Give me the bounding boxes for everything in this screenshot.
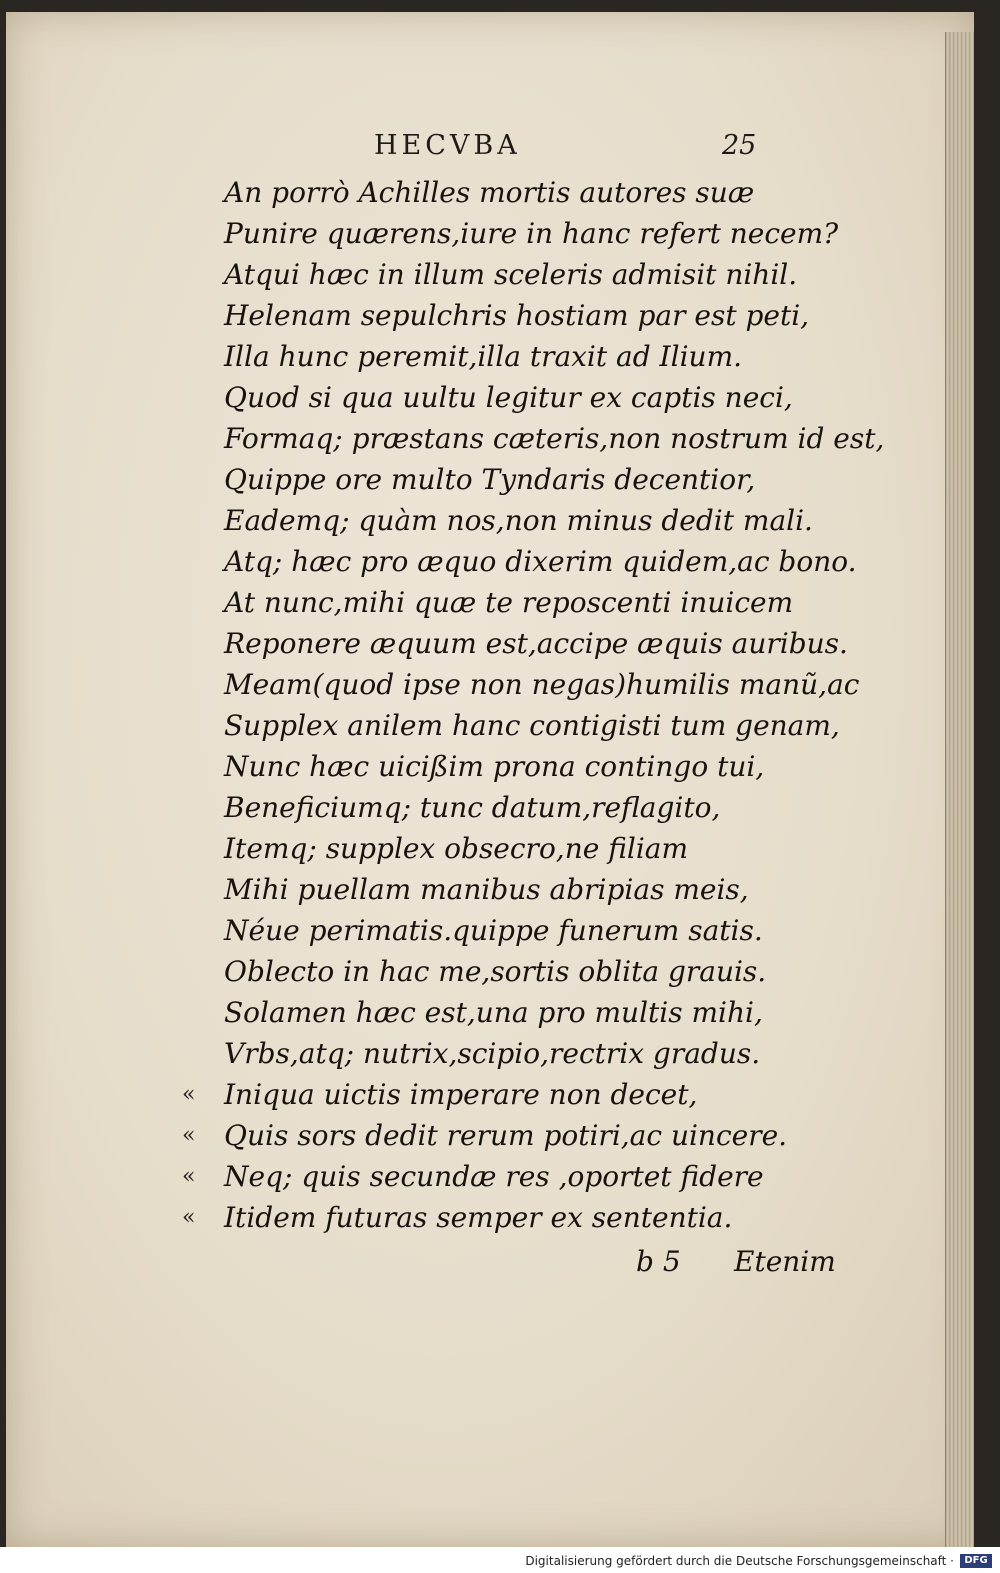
verse-line: [224, 869, 864, 910]
page-number: 25: [722, 130, 757, 161]
verse-line-text: Eademq; quàm nos,non minus dedit mali.: [224, 504, 813, 537]
verse-line: [224, 459, 864, 500]
verse-line: [224, 623, 864, 664]
verse-line-text: Itidem futuras semper ex sententia.: [224, 1201, 733, 1234]
verse-line-text: Néue perimatis.quippe funerum satis.: [224, 914, 763, 947]
verse-line: [224, 254, 864, 295]
verse-line: [224, 295, 864, 336]
verse-line: [182, 1074, 864, 1115]
gnome-mark: «: [182, 1082, 196, 1107]
verse-line: [224, 910, 864, 951]
verse-line: [182, 1115, 864, 1156]
verse-line-text: Illa hunc peremit,illa traxit ad Ilium.: [224, 340, 743, 373]
verse-line-text: Helenam sepulchris hostiam par est peti,: [224, 299, 810, 332]
verse-line-text: Neq; quis secundæ res ,oportet fidere: [224, 1160, 764, 1193]
verse-line: [224, 336, 864, 377]
verse-line: [224, 828, 864, 869]
verse-line-text: Punire quærens,iure in hanc refert necem?: [224, 217, 839, 250]
digitization-credit: [0, 1547, 1000, 1573]
catchword: Etenim: [734, 1245, 836, 1278]
gnome-mark: «: [182, 1205, 196, 1230]
verse-line: [224, 500, 864, 541]
page-edge: [945, 32, 974, 1562]
verse-line: [224, 172, 864, 213]
verse-line-text: Atqui hæc in illum sceleris admisit nihil.: [224, 258, 798, 291]
verse-line-text: Atq; hæc pro æquo dixerim quidem,ac bono.: [224, 545, 857, 578]
credit-text: Digitalisierung gefördert durch die Deutsche Forschungsgemeinschaft ·: [525, 1554, 954, 1568]
page-header: [6, 130, 974, 170]
running-title: HECVBA: [374, 130, 521, 161]
verse-line-text: Itemq; supplex obsecro,ne filiam: [224, 832, 689, 865]
verse-text: [182, 172, 885, 1238]
dfg-logo: DFG: [960, 1554, 992, 1568]
verse-line-text: Vrbs,atq; nutrix,scipio,rectrix gradus.: [224, 1037, 761, 1070]
catchline: [6, 1245, 974, 1285]
verse-line-text: At nunc,mihi quæ te reposcenti inuicem: [224, 586, 794, 619]
verse-line-text: Formaq; præstans cæteris,non nostrum id est,: [224, 422, 885, 455]
verse-line-text: Solamen hæc est,una pro multis mihi,: [224, 996, 763, 1029]
book-page: [6, 12, 974, 1547]
verse-line-text: Quod si qua uultu legitur ex captis neci,: [224, 381, 793, 414]
verse-line: [224, 418, 885, 459]
signature-mark: b 5: [636, 1245, 681, 1278]
verse-line-text: Beneficiumq; tunc datum,reflagito,: [224, 791, 721, 824]
verse-line-text: Reponere æquum est,accipe æquis auribus.: [224, 627, 848, 660]
gnome-mark: «: [182, 1164, 196, 1189]
verse-line-text: An porrò Achilles mortis autores suæ: [224, 176, 755, 209]
verse-line: [224, 664, 864, 705]
verse-line-text: Quippe ore multo Tyndaris decentior,: [224, 463, 756, 496]
verse-line-text: Nunc hæc uicißim prona contingo tui,: [224, 750, 765, 783]
verse-line: [224, 787, 864, 828]
verse-line: [182, 1156, 864, 1197]
verse-line: [224, 582, 864, 623]
verse-line-text: Quis sors dedit rerum potiri,ac uincere.: [224, 1119, 788, 1152]
gnome-mark: «: [182, 1123, 196, 1148]
verse-line-text: Supplex anilem hanc contigisti tum genam,: [224, 709, 840, 742]
verse-line: [224, 746, 864, 787]
verse-line: [182, 1197, 864, 1238]
verse-line-text: Mihi puellam manibus abripias meis,: [224, 873, 749, 906]
verse-line: [224, 213, 864, 254]
verse-line: [224, 377, 864, 418]
verse-line-text: Meam(quod ipse non negas)humilis manũ,ac: [224, 668, 860, 701]
verse-line: [224, 951, 864, 992]
verse-line: [224, 992, 864, 1033]
verse-line: [224, 705, 864, 746]
verse-line-text: Oblecto in hac me,sortis oblita grauis.: [224, 955, 767, 988]
verse-line-text: Iniqua uictis imperare non decet,: [224, 1078, 698, 1111]
verse-line: [224, 541, 864, 582]
verse-line: [224, 1033, 864, 1074]
